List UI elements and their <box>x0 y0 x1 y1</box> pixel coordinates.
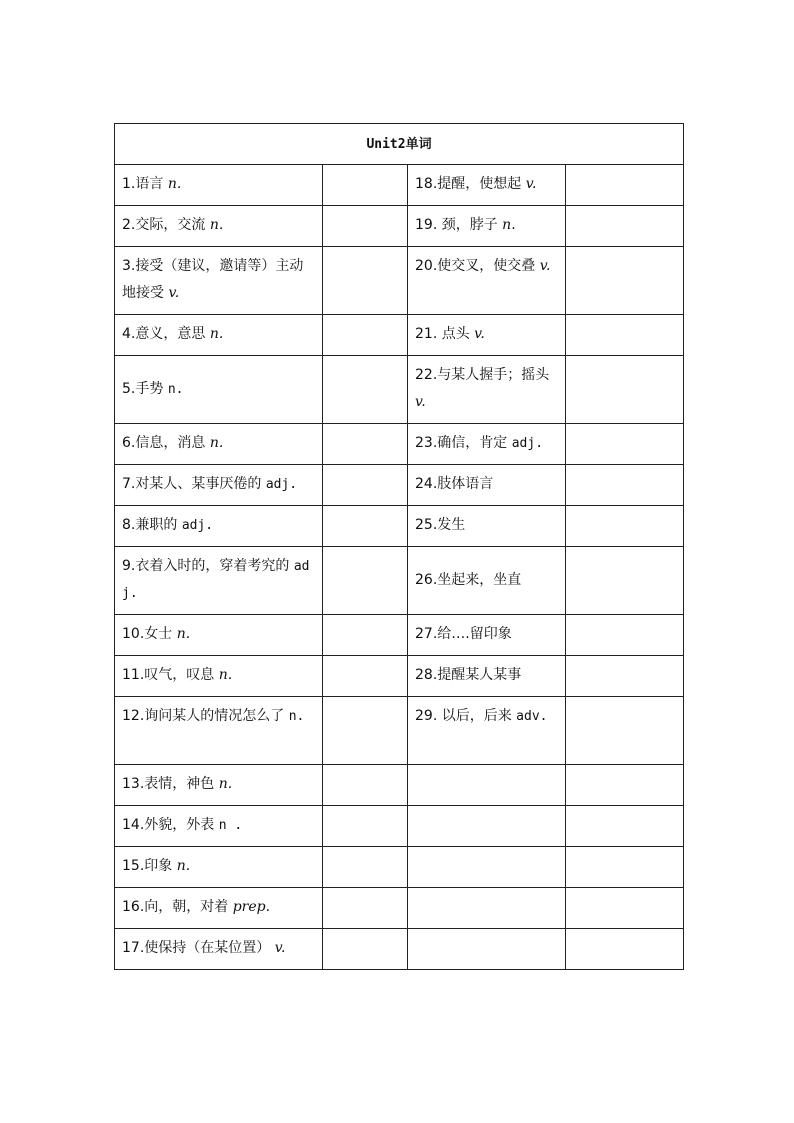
left-part-of-speech: n. <box>167 176 182 192</box>
table-row <box>115 697 684 765</box>
left-term-cell <box>115 315 323 356</box>
left-answer-cell[interactable] <box>323 506 408 547</box>
right-answer-cell[interactable] <box>566 847 684 888</box>
left-part-of-speech: n. <box>218 776 233 792</box>
left-term-cell <box>115 929 323 970</box>
left-answer-cell[interactable] <box>323 888 408 929</box>
left-term-cell <box>115 888 323 929</box>
right-term-text: 29. 以后，后来 <box>415 708 512 724</box>
table-row <box>115 888 684 929</box>
right-term-cell <box>408 424 566 465</box>
left-part-of-speech: n. <box>218 667 233 683</box>
right-term-text: 28.提醒某人某事 <box>415 667 522 683</box>
left-part-of-speech: n. <box>209 217 224 233</box>
right-term-text: 22.与某人握手；摇头 <box>415 367 550 383</box>
table-header-row <box>115 124 684 165</box>
right-term-text: 18.提醒，使想起 <box>415 176 522 192</box>
left-answer-cell[interactable] <box>323 929 408 970</box>
right-part-of-speech: v. <box>415 394 426 410</box>
left-term-text: 6.信息，消息 <box>122 435 206 451</box>
right-term-text: 21. 点头 <box>415 326 470 342</box>
table-row <box>115 465 684 506</box>
right-term-cell <box>408 847 566 888</box>
right-term-text: 19. 颈，脖子 <box>415 217 498 233</box>
left-part-of-speech: v. <box>274 940 286 956</box>
right-answer-cell[interactable] <box>566 929 684 970</box>
left-term-text: 11.叹气，叹息 <box>122 667 215 683</box>
left-answer-cell[interactable] <box>323 465 408 506</box>
right-part-of-speech: adv. <box>516 709 548 724</box>
right-part-of-speech: v. <box>474 326 485 342</box>
left-term-cell <box>115 656 323 697</box>
right-answer-cell[interactable] <box>566 656 684 697</box>
right-answer-cell[interactable] <box>566 206 684 247</box>
left-term-cell <box>115 806 323 847</box>
right-answer-cell[interactable] <box>566 615 684 656</box>
right-part-of-speech: n. <box>502 217 516 233</box>
right-answer-cell[interactable] <box>566 315 684 356</box>
left-part-of-speech: adj. <box>122 559 310 601</box>
table-title <box>115 124 684 165</box>
left-term-cell <box>115 247 323 315</box>
left-part-of-speech: n. <box>288 709 305 724</box>
table-row <box>115 356 684 424</box>
left-term-cell <box>115 356 323 424</box>
left-answer-cell[interactable] <box>323 356 408 424</box>
left-part-of-speech: n. <box>167 382 184 397</box>
left-answer-cell[interactable] <box>323 697 408 765</box>
table-row <box>115 656 684 697</box>
left-term-cell <box>115 165 323 206</box>
left-term-text: 10.女士 <box>122 626 173 642</box>
right-answer-cell[interactable] <box>566 424 684 465</box>
left-term-text: 2.交际，交流 <box>122 217 206 233</box>
left-term-cell <box>115 506 323 547</box>
right-term-cell <box>408 765 566 806</box>
table-row <box>115 765 684 806</box>
right-term-cell <box>408 656 566 697</box>
table-row <box>115 206 684 247</box>
left-term-text: 8.兼职的 <box>122 517 178 533</box>
right-answer-cell[interactable] <box>566 697 684 765</box>
right-term-cell <box>408 929 566 970</box>
right-answer-cell[interactable] <box>566 356 684 424</box>
right-term-cell <box>408 506 566 547</box>
right-term-cell <box>408 615 566 656</box>
left-part-of-speech: n. <box>209 435 224 451</box>
left-part-of-speech: n. <box>176 858 191 874</box>
left-term-text: 14.外貌，外表 <box>122 817 215 833</box>
left-term-cell <box>115 206 323 247</box>
table-row <box>115 929 684 970</box>
left-answer-cell[interactable] <box>323 765 408 806</box>
right-term-text: 24.肢体语言 <box>415 476 494 492</box>
table-row <box>115 315 684 356</box>
right-term-text: 20.使交叉，使交叠 <box>415 258 536 274</box>
table-row <box>115 424 684 465</box>
table-row <box>115 506 684 547</box>
left-term-text: 5.手势 <box>122 381 164 397</box>
right-term-cell <box>408 697 566 765</box>
table-row <box>115 165 684 206</box>
left-answer-cell[interactable] <box>323 315 408 356</box>
right-part-of-speech: adj. <box>511 436 544 451</box>
right-term-text: 25.发生 <box>415 517 466 533</box>
right-term-cell <box>408 888 566 929</box>
left-part-of-speech: n . <box>218 818 243 833</box>
left-part-of-speech: prep. <box>232 899 271 915</box>
right-answer-cell[interactable] <box>566 165 684 206</box>
table-title-text: Unit2单词 <box>366 136 432 152</box>
right-term-cell <box>408 356 566 424</box>
right-term-text: 26.坐起来，坐直 <box>415 572 522 588</box>
left-term-cell <box>115 765 323 806</box>
left-part-of-speech: adj. <box>181 518 214 533</box>
left-answer-cell[interactable] <box>323 547 408 615</box>
table-row <box>115 615 684 656</box>
left-part-of-speech: adj. <box>265 477 298 492</box>
table-row <box>115 247 684 315</box>
right-term-text: 23.确信，肯定 <box>415 435 508 451</box>
right-answer-cell[interactable] <box>566 506 684 547</box>
table-row <box>115 847 684 888</box>
right-answer-cell[interactable] <box>566 465 684 506</box>
left-answer-cell[interactable] <box>323 206 408 247</box>
left-answer-cell[interactable] <box>323 806 408 847</box>
left-term-cell <box>115 424 323 465</box>
left-term-text: 13.表情，神色 <box>122 776 215 792</box>
right-term-cell <box>408 315 566 356</box>
vocabulary-table <box>114 123 684 970</box>
right-term-cell <box>408 547 566 615</box>
left-term-text: 12.询问某人的情况怎么了 <box>122 708 285 724</box>
left-answer-cell[interactable] <box>323 165 408 206</box>
left-term-cell <box>115 847 323 888</box>
left-part-of-speech: n. <box>176 626 191 642</box>
left-answer-cell[interactable] <box>323 247 408 315</box>
left-term-text: 7.对某人、某事厌倦的 <box>122 476 262 492</box>
right-answer-cell[interactable] <box>566 765 684 806</box>
right-part-of-speech: v. <box>539 258 551 274</box>
left-term-text: 3.接受（建议，邀请等）主动地接受 <box>122 258 304 301</box>
right-term-text: 27.给….留印象 <box>415 626 512 642</box>
right-term-cell <box>408 806 566 847</box>
left-term-text: 4.意义，意思 <box>122 326 206 342</box>
right-answer-cell[interactable] <box>566 888 684 929</box>
left-term-text: 15.印象 <box>122 858 173 874</box>
table-row <box>115 547 684 615</box>
table-row <box>115 806 684 847</box>
right-answer-cell[interactable] <box>566 547 684 615</box>
left-term-cell <box>115 547 323 615</box>
left-answer-cell[interactable] <box>323 424 408 465</box>
right-term-cell <box>408 206 566 247</box>
right-part-of-speech: v. <box>525 176 537 192</box>
right-answer-cell[interactable] <box>566 806 684 847</box>
left-term-text: 9.衣着入时的，穿着考究的 <box>122 558 290 574</box>
left-term-cell <box>115 465 323 506</box>
right-term-cell <box>408 465 566 506</box>
left-answer-cell[interactable] <box>323 847 408 888</box>
table-body <box>115 165 684 970</box>
left-term-text: 1.语言 <box>122 176 164 192</box>
left-term-cell <box>115 615 323 656</box>
left-part-of-speech: n. <box>209 326 224 342</box>
right-answer-cell[interactable] <box>566 247 684 315</box>
left-answer-cell[interactable] <box>323 615 408 656</box>
left-part-of-speech: v. <box>168 285 180 301</box>
right-term-cell <box>408 165 566 206</box>
left-term-cell <box>115 697 323 765</box>
left-answer-cell[interactable] <box>323 656 408 697</box>
left-term-text: 16.向，朝，对着 <box>122 899 229 915</box>
left-term-text: 17.使保持（在某位置） <box>122 940 271 956</box>
right-term-cell <box>408 247 566 315</box>
